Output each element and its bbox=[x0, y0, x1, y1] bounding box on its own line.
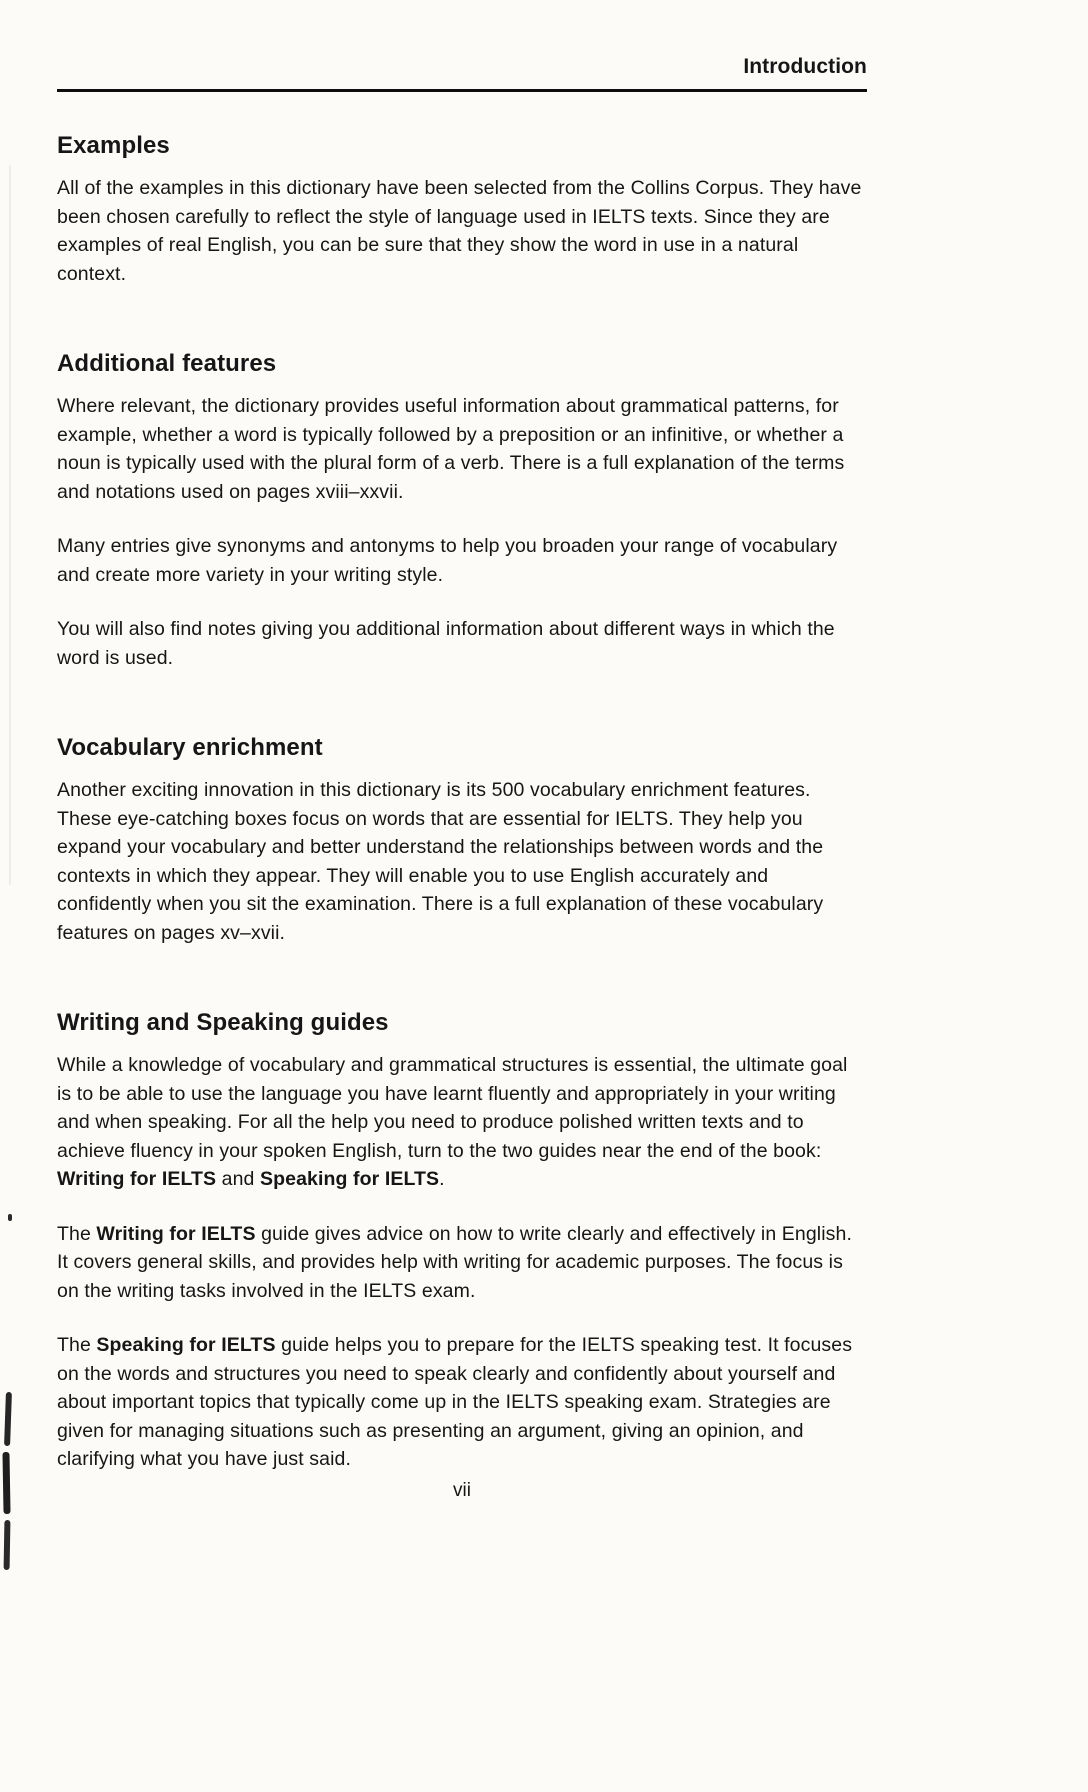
running-head-title: Introduction bbox=[743, 55, 867, 78]
section-vocabulary-enrichment bbox=[57, 734, 867, 947]
paragraph: The Writing for IELTS guide gives advice on how to write clearly and effectively in English. It covers general skills, and provides help with writing for academic purposes. The focus is on the writing tasks involved in the IELTS exam. bbox=[57, 1222, 852, 1302]
section-examples bbox=[57, 132, 867, 288]
paragraph: Many entries give synonyms and antonyms to help you broaden your range of vocabulary and create more variety in your writing style. bbox=[57, 535, 838, 586]
page-number: vii bbox=[453, 1480, 471, 1501]
paragraph: While a knowledge of vocabulary and grammatical structures is essential, the ultimate goal is to be able to use the language you have learnt fluently and appropriately in your writing and when speaking. For all the help you need to produce polished written texts and to achieve fluency in your spoken English, turn to the two guides near the end of the book: Writing for IELTS and Speaking for IELTS. bbox=[57, 1054, 848, 1190]
page-header bbox=[57, 0, 867, 92]
scan-artifact-line bbox=[9, 165, 11, 885]
section-writing-speaking-guides bbox=[57, 1009, 867, 1474]
paragraph: Where relevant, the dictionary provides useful information about grammatical patterns, for example, whether a word is typically followed by a preposition or an infinitive, or whether a noun is typically used with the plural form of a verb. There is a full explanation of the terms and notations used on pages xviii–xxvii. bbox=[57, 395, 845, 503]
paragraph: Another exciting innovation in this dictionary is its 500 vocabulary enrichment features. These eye-catching boxes focus on words that are essential for IELTS. They help you expand your vocabulary and better understand the relationships between words and the contexts in which they appear. They will enable you to use English accurately and confidently when you sit the examination. There is a full explanation of these vocabulary features on pages xv–xvii. bbox=[57, 779, 824, 944]
page-content bbox=[57, 0, 867, 1474]
section-heading: Examples bbox=[57, 132, 170, 159]
paragraph: All of the examples in this dictionary have been selected from the Collins Corpus. They have been chosen carefully to reflect the style of language used in IELTS texts. Since they are examples of real English, you can be sure that they show the word in use in a natural context. bbox=[57, 177, 862, 285]
section-heading: Writing and Speaking guides bbox=[57, 1009, 389, 1036]
scan-artifact-binding-mark bbox=[4, 1520, 11, 1570]
paragraph: The Speaking for IELTS guide helps you to prepare for the IELTS speaking test. It focuses on the words and structures you need to speak clearly and confidently about yourself and about important topics that typically come up in the IELTS speaking exam. Strategies are given for managing situations such as presenting an argument, giving an opinion, and clarifying what you have just said. bbox=[57, 1334, 853, 1470]
paragraph: You will also find notes giving you additional information about different ways in which the word is used. bbox=[57, 618, 835, 669]
page-body bbox=[57, 132, 867, 1474]
page-footer bbox=[57, 1480, 867, 1502]
section-heading: Vocabulary enrichment bbox=[57, 734, 323, 761]
section-additional-features bbox=[57, 350, 867, 672]
scan-artifact-dot bbox=[8, 1214, 12, 1221]
scan-artifact-binding-mark bbox=[4, 1392, 12, 1446]
header-rule bbox=[57, 89, 867, 92]
section-heading: Additional features bbox=[57, 350, 277, 377]
scan-artifact-binding-mark bbox=[2, 1452, 10, 1514]
